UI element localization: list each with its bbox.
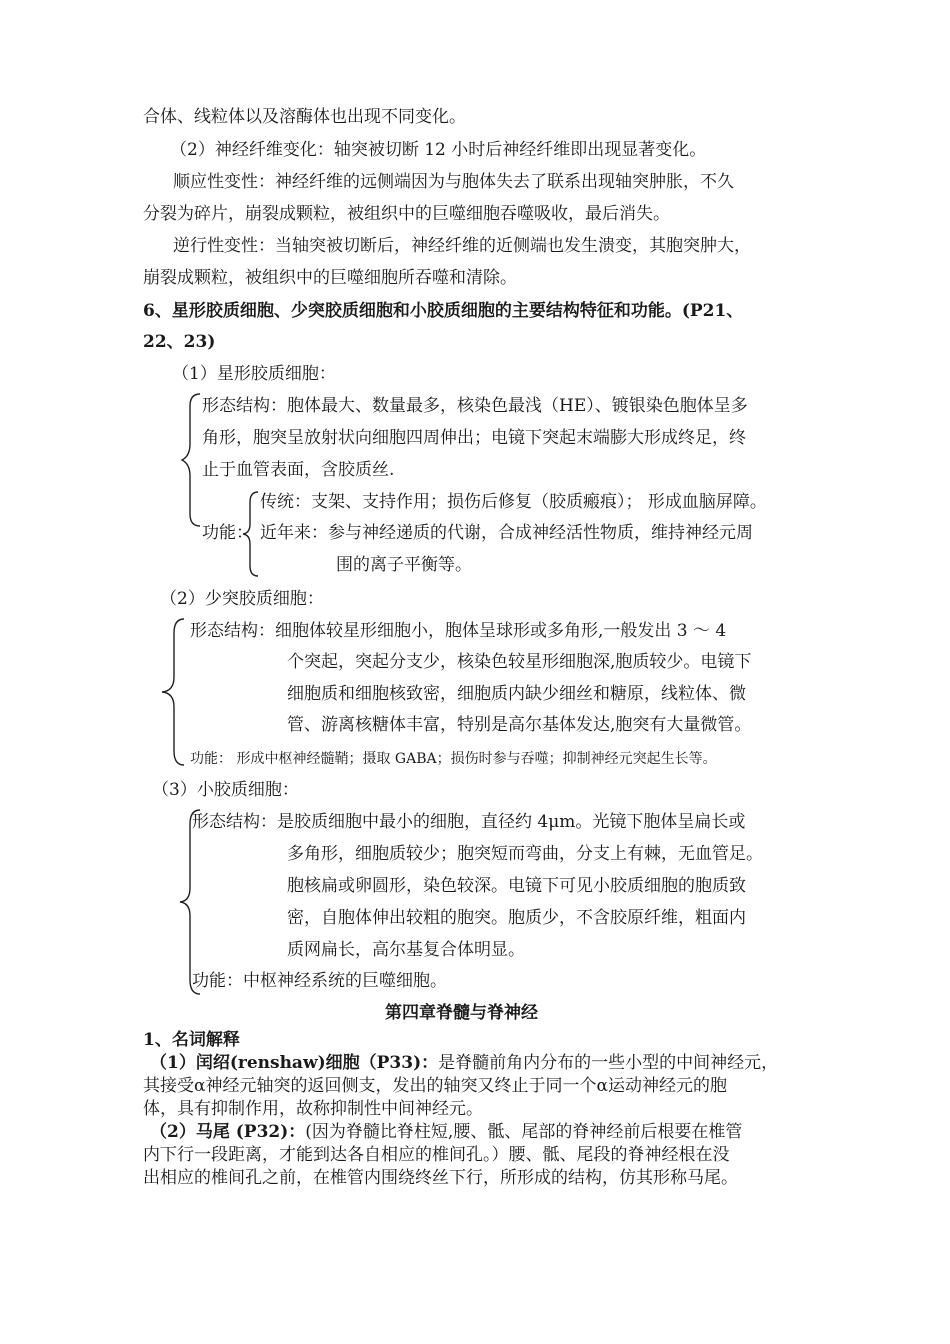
chapter-title: 第四章脊髓与脊神经 xyxy=(385,1003,538,1023)
astrocyte-function-traditional: 传统：支架、支持作用；损伤后修复（胶质瘢痕）； 形成血脑屏障。 xyxy=(260,492,767,512)
term-cauda-equina-name: （2）马尾 (P32)： xyxy=(150,1122,306,1142)
section-heading-microglia: （3）小胶质细胞： xyxy=(152,780,299,800)
text-line: 止于血管表面，含胶质丝. xyxy=(202,460,395,480)
text-line: （2）神经纤维变化：轴突被切断 12 小时后神经纤维即出现显著变化。 xyxy=(170,140,707,160)
astrocyte-function-recent: 近年来：参与神经递质的代谢，合成神经活性物质，维持神经元周 xyxy=(260,523,753,543)
text-line: 内下行一段距离，才能到达各自相应的椎间孔。）腰、骶、尾段的脊神经根在没 xyxy=(143,1145,730,1165)
text-line: 体，具有抑制作用，故称抑制性中间神经元。 xyxy=(143,1099,483,1119)
section-heading-oligodendrocyte: （2）少突胶质细胞： xyxy=(160,589,324,609)
astrocyte-function-label: 功能： xyxy=(202,523,253,543)
microglia-morphology: 形态结构：是胶质细胞中最小的细胞，直径约 4μm。光镜下胞体呈扁长或 xyxy=(192,812,746,832)
oligodendrocyte-function: 功能： 形成中枢神经髓鞘；摄取 GABA；损伤时参与吞噬；抑制神经元突起生长等。 xyxy=(190,751,717,767)
text-line: 角形，胞突呈放射状向细胞四周伸出；电镜下突起末端膨大形成终足，终 xyxy=(202,428,746,448)
question-heading: 6、星形胶质细胞、少突胶质细胞和小胶质细胞的主要结构特征和功能。(P21、 xyxy=(143,301,744,321)
text-line: 质网扁长，高尔基复合体明显。 xyxy=(287,940,525,960)
microglia-function: 功能：中枢神经系统的巨噬细胞。 xyxy=(192,971,447,991)
term-renshaw xyxy=(150,1052,778,1074)
text-line: 密，自胞体伸出较粗的胞突。胞质少，不含胶原纤维，粗面内 xyxy=(287,908,746,928)
section-title: 1、名词解释 xyxy=(143,1030,240,1050)
term-cauda-equina-def: (因为脊髓比脊柱短,腰、骶、尾部的脊神经前后根要在椎管 xyxy=(305,1122,743,1142)
text-line: 管、游离核糖体丰富，特别是高尔基体发达,胞突有大量微管。 xyxy=(287,715,752,735)
text-line: 合体、线粒体以及溶酶体也出现不同变化。 xyxy=(143,107,466,127)
text-line: 其接受α神经元轴突的返回侧支，发出的轴突又终止于同一个α运动神经元的胞 xyxy=(143,1076,727,1096)
text-line: 胞核扁或卵圆形，染色较深。电镜下可见小胶质细胞的胞质致 xyxy=(287,876,746,896)
text-line: 出相应的椎间孔之前，在椎管内围绕终丝下行，所形成的结构，仿其形称马尾。 xyxy=(143,1168,738,1188)
term-cauda-equina xyxy=(150,1121,742,1143)
brace-astrocyte xyxy=(176,392,202,528)
text-line: 细胞质和细胞核致密，细胞质内缺少细丝和糖原，线粒体、微 xyxy=(287,684,746,704)
text-line: 分裂为碎片，崩裂成颗粒，被组织中的巨噬细胞吞噬吸收，最后消失。 xyxy=(143,204,670,224)
text-line: 多角形，细胞质较少；胞突短而弯曲，分支上有棘，无血管足。 xyxy=(287,844,763,864)
text-line: 围的离子平衡等。 xyxy=(336,555,472,575)
brace-microglia xyxy=(176,808,202,996)
text-line: 顺应性变性：神经纤维的远侧端因为与胞体失去了联系出现轴突肿胀，不久 xyxy=(173,172,734,192)
brace-oligodendrocyte xyxy=(156,617,186,767)
text-line: 个突起，突起分支少，核染色较星形细胞深,胞质较少。电镜下 xyxy=(287,652,752,672)
text-line: 逆行性变性：当轴突被切断后，神经纤维的近侧端也发生溃变，其胞突肿大， xyxy=(173,236,751,256)
section-heading-astrocyte: （1）星形胶质细胞： xyxy=(172,364,336,384)
question-heading-cont: 22、23) xyxy=(143,332,216,352)
term-renshaw-def: 是脊髓前角内分布的一些小型的中间神经元， xyxy=(438,1053,779,1073)
term-renshaw-name: （1）闰绍(renshaw)细胞（P33)： xyxy=(150,1053,439,1073)
oligodendrocyte-morphology: 形态结构：细胞体较星形细胞小，胞体呈球形或多角形,一般发出 3 ～ 4 xyxy=(190,621,727,641)
text-line: 崩裂成颗粒，被组织中的巨噬细胞所吞噬和清除。 xyxy=(143,268,517,288)
astrocyte-morphology: 形态结构：胞体最大、数量最多，核染色最浅（HE）、镀银染色胞体呈多 xyxy=(202,396,748,416)
